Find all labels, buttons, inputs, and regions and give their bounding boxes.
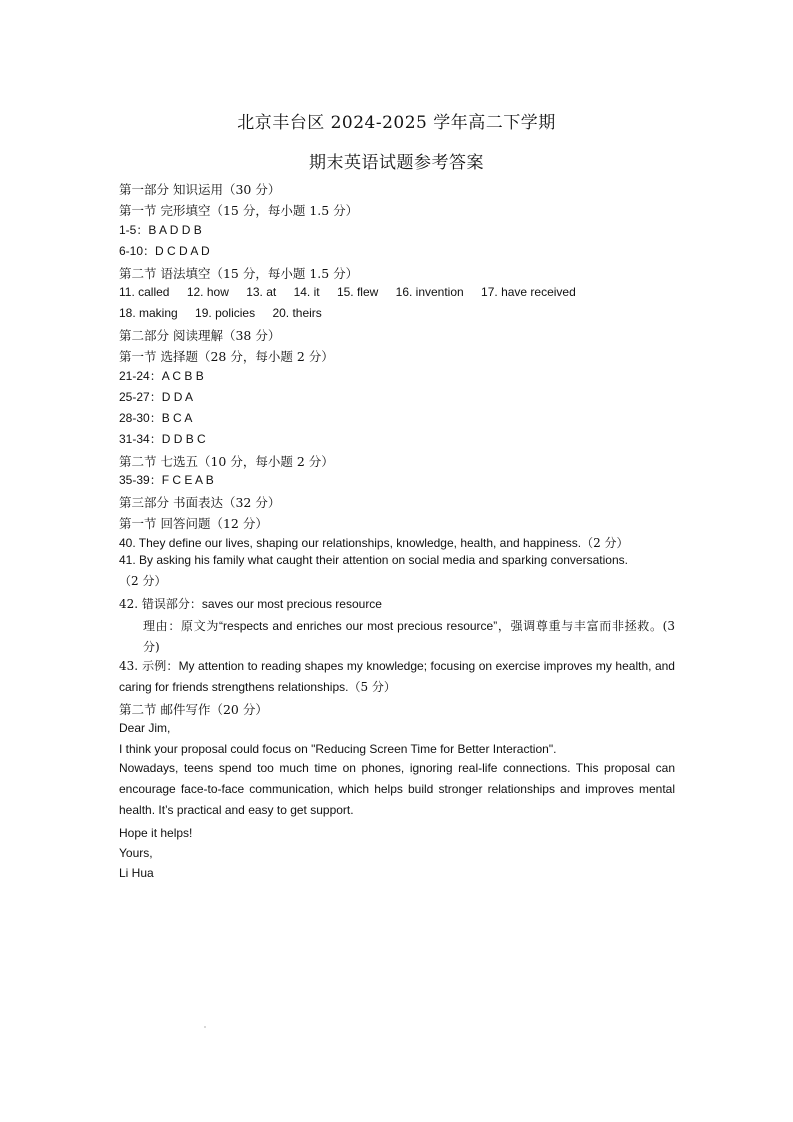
grammar-answer: 15. flew xyxy=(336,285,379,299)
answer-row-21-24: 21-24：A C B B xyxy=(119,369,204,383)
answer-row-28-30: 28-30：B C A xyxy=(119,411,193,425)
answer-42-label: 42. 错误部分： xyxy=(119,597,202,611)
grammar-answers-row2 xyxy=(119,305,322,321)
answer-42-reason-quote: “respects and enriches our most precious resource” xyxy=(219,619,498,633)
part1-section2-heading: 第二节 语法填空（15 分，每小题 1.5 分） xyxy=(119,266,359,281)
letter-greeting: Dear Jim, xyxy=(119,721,171,735)
answer-43-text: My attention to reading shapes my knowledge; focusing on exercise improves my health, and caring for friends strengthens relationships. xyxy=(119,659,675,694)
grammar-answer: 13. at xyxy=(246,285,277,299)
answer-42-reason-rest: ，强调尊重与丰富而非拯救。 xyxy=(497,619,663,633)
answer-41-text: 41. By asking his family what caught their attention on social media and sparking conversations. xyxy=(119,553,628,567)
grammar-answer: 20. theirs xyxy=(272,306,322,320)
answer-42 xyxy=(119,596,382,612)
answer-43-score: （5 分） xyxy=(348,680,396,694)
letter-paragraph-3: Hope it helps! xyxy=(119,826,193,840)
answer-41 xyxy=(119,550,675,592)
part1-heading: 第一部分 知识运用（30 分） xyxy=(119,182,281,197)
answer-40-text: 40. They define our lives, shaping our relationships, knowledge, health, and happiness. xyxy=(119,536,582,550)
answer-43-label: 43. 示例： xyxy=(119,659,179,673)
grammar-answer: 16. invention xyxy=(395,285,464,299)
answer-42-reason-label: 理由：原文为 xyxy=(143,619,220,633)
grammar-answer: 19. policies xyxy=(195,306,256,320)
letter-closing: Yours, xyxy=(119,846,153,860)
part2-section1-heading: 第一节 选择题（28 分，每小题 2 分） xyxy=(119,349,334,364)
grammar-answers-row1 xyxy=(119,284,576,300)
answer-row-1-5: 1-5：B A D D B xyxy=(119,223,202,237)
answer-40 xyxy=(119,535,629,551)
part3-heading: 第三部分 书面表达（32 分） xyxy=(119,495,281,510)
part1-section1-heading: 第一节 完形填空（15 分，每小题 1.5 分） xyxy=(119,203,359,218)
scan-speck xyxy=(204,1026,206,1028)
answer-41-score: （2 分） xyxy=(119,574,167,588)
grammar-answer: 12. how xyxy=(186,285,229,299)
answer-40-score: （2 分） xyxy=(581,536,629,550)
part3-section1-heading: 第一节 回答问题（12 分） xyxy=(119,516,268,531)
part3-section2-heading: 第二节 邮件写作（20 分） xyxy=(119,702,268,717)
answer-42-score: (3 分) xyxy=(143,619,675,654)
answer-42-reason xyxy=(143,616,675,658)
answer-42-error: saves our most precious resource xyxy=(201,597,382,611)
letter-paragraph-1: I think your proposal could focus on "Reducing Screen Time for Better Interaction". xyxy=(119,742,557,756)
answer-row-6-10: 6-10：D C D A D xyxy=(119,244,210,258)
part2-heading: 第二部分 阅读理解（38 分） xyxy=(119,328,281,343)
answer-row-31-34: 31-34：D D B C xyxy=(119,432,206,446)
grammar-answer: 18. making xyxy=(119,306,178,320)
grammar-answer: 14. it xyxy=(293,285,320,299)
answer-row-35-39: 35-39：F C E A B xyxy=(119,473,214,487)
letter-signature: Li Hua xyxy=(119,866,154,880)
answer-row-25-27: 25-27：D D A xyxy=(119,390,194,404)
grammar-answer: 11. called xyxy=(119,285,170,299)
part2-section2-heading: 第二节 七选五（10 分，每小题 2 分） xyxy=(119,454,334,469)
letter-paragraph-2: Nowadays, teens spend too much time on phones, ignoring real-life connections. This proposal can encourage face-to-face communication, which helps build stronger relationships and improves mental health. It’s practical and easy to get support. xyxy=(119,761,675,817)
document-subtitle: 期末英语试题参考答案 xyxy=(309,153,484,173)
document-title: 北京丰台区 2024-2025 学年高二下学期 xyxy=(237,113,556,133)
grammar-answer: 17. have received xyxy=(481,285,576,299)
answer-43 xyxy=(119,656,675,698)
